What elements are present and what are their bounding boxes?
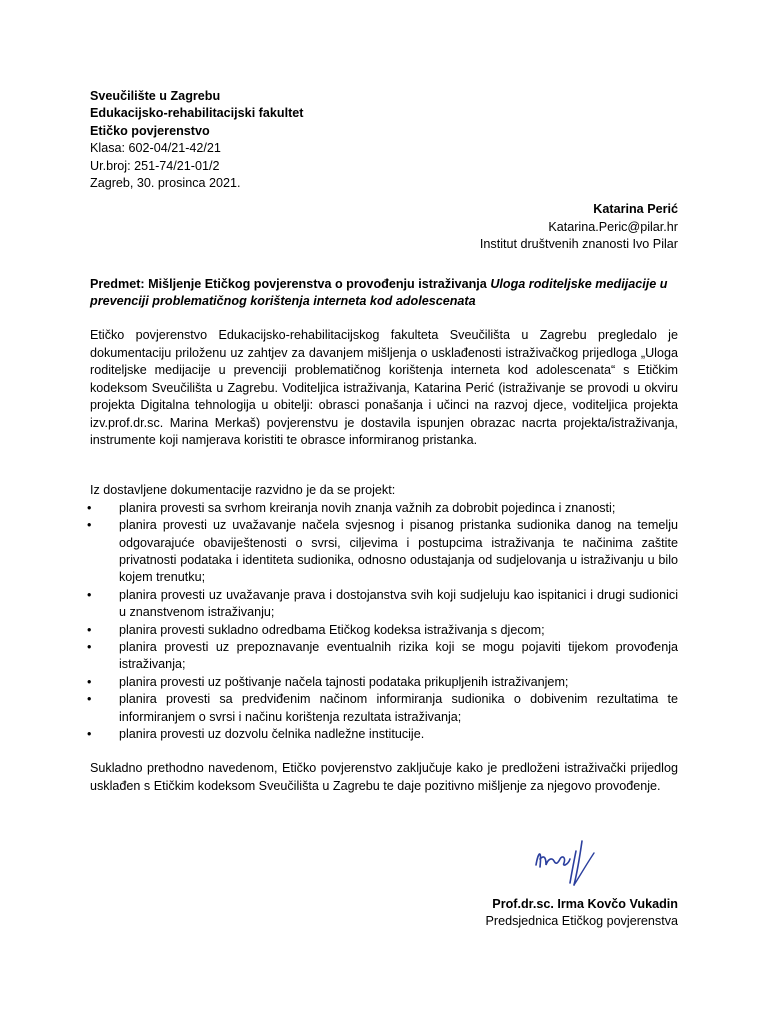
recipient-name: Katarina Perić <box>593 202 678 217</box>
list-item: • planira provesti sukladno odredbama Etičkog kodeksa istraživanja s djecom; <box>90 622 678 639</box>
signer-block <box>485 896 678 931</box>
handwritten-signature <box>378 825 678 895</box>
letter-subject <box>90 276 678 311</box>
recipient-institution: Institut društvenih znanosti Ivo Pilar <box>479 237 678 252</box>
klasa-number: Klasa: 602-04/21-42/21 <box>90 141 221 156</box>
subject-prefix: Predmet: Mišljenje Etičkog povjerenstva o provođenju istraživanja <box>90 276 491 291</box>
bullet-icon: • <box>87 692 92 707</box>
university-name: Sveučilište u Zagrebu <box>90 89 221 103</box>
signer-name: Prof.dr.sc. Irma Kovčo Vukadin <box>492 897 678 911</box>
bullet-icon: • <box>87 622 92 637</box>
subject-title: Uloga roditeljske medijacije u prevenciji problematičnog korištenja interneta kod adolescenata <box>90 276 668 309</box>
urbroj-number: Ur.broj: 251-74/21-01/2 <box>90 158 220 173</box>
list-item: • planira provesti sa svrhom kreiranja novih znanja važnih za dobrobit pojedinca i znanosti; <box>90 500 678 517</box>
letter-header <box>90 88 678 192</box>
signature-icon <box>528 825 608 889</box>
criteria-list <box>87 500 678 744</box>
faculty-name: Edukacijsko-rehabilitacijski fakultet <box>90 106 304 121</box>
list-item: • planira provesti uz uvažavanje načela svjesnog i pisanog pristanka sudionika danog na temelju odgovarajuće obaviještenosti o svrsi, ciljevima i postupcima istraživanja te načinima zaštite privatnosti podataka i identiteta sudionika, odnosno odustajanja od sudjelovanja u istraživanju u bilo kojem trenutku; <box>87 518 678 585</box>
list-item: • planira provesti uz poštivanje načela tajnosti podataka prikupljenih istraživanjem; <box>90 674 678 691</box>
bullet-icon: • <box>87 587 92 602</box>
bullet-icon: • <box>87 674 92 689</box>
list-item: • planira provesti uz dozvolu čelnika nadležne institucije. <box>90 726 678 743</box>
list-item: • planira provesti sa predviđenim načinom informiranja sudionika o dobivenim rezultatima te informiranjem o svrsi i načinu korištenja rezultata istraživanja; <box>87 692 678 724</box>
list-item: • planira provesti uz prepoznavanje eventualnih rizika koji se mogu pojaviti tijekom provođenja istraživanja; <box>87 639 678 672</box>
bullet-icon: • <box>87 500 92 515</box>
bullet-icon: • <box>87 639 92 654</box>
recipient-email: Katarina.Peric@pilar.hr <box>548 219 678 234</box>
letter-date: Zagreb, 30. prosinca 2021. <box>90 176 241 191</box>
bullet-icon: • <box>87 518 92 533</box>
committee-name: Etičko povjerenstvo <box>90 123 210 138</box>
body-paragraph-1: Etičko povjerenstvo Edukacijsko-rehabilitacijskog fakulteta Sveučilišta u Zagrebu pregledalo je dokumentaciju priloženu uz zahtjev za davanjem mišljenja o usklađenosti istraživačkog prijedloga „Uloga roditeljske medijacije u prevenciji problematičnog korištenja interneta kod adolescenata“ s Etičkim kodeksom Sveučilišta u Zagrebu. Voditeljica istraživanja, Katarina Perić (istraživanje se provodi u okviru projekta Digitalna tehnologija u obitelji: obrasci ponašanja i učinci na razvoj djece, voditeljica projekta izv.prof.dr.sc. Marina Merkaš) povjerenstvu je dostavila ispunjen obrazac nacrta projekta/istraživanja, instrumente koji namjerava koristiti te obrasce informiranog pristanka. <box>90 328 678 447</box>
body-paragraph-2: Sukladno prethodno navedenom, Etičko povjerenstvo zaključuje kako je predloženi istraživački prijedlog usklađen s Etičkim kodeksom Sveučilišta u Zagrebu te daje pozitivno mišljenje za njegovo provođenje. <box>90 761 678 793</box>
recipient-block <box>90 201 678 253</box>
list-intro: Iz dostavljene dokumentacije razvidno je da se projekt: <box>90 483 396 498</box>
signer-role: Predsjednica Etičkog povjerenstva <box>485 914 678 929</box>
list-item: • planira provesti uz uvažavanje prava i dostojanstva svih koji sudjeluju kao ispitanici i drugi sudionici u znanstvenom istraživanju; <box>87 587 678 620</box>
bullet-icon: • <box>87 727 92 741</box>
